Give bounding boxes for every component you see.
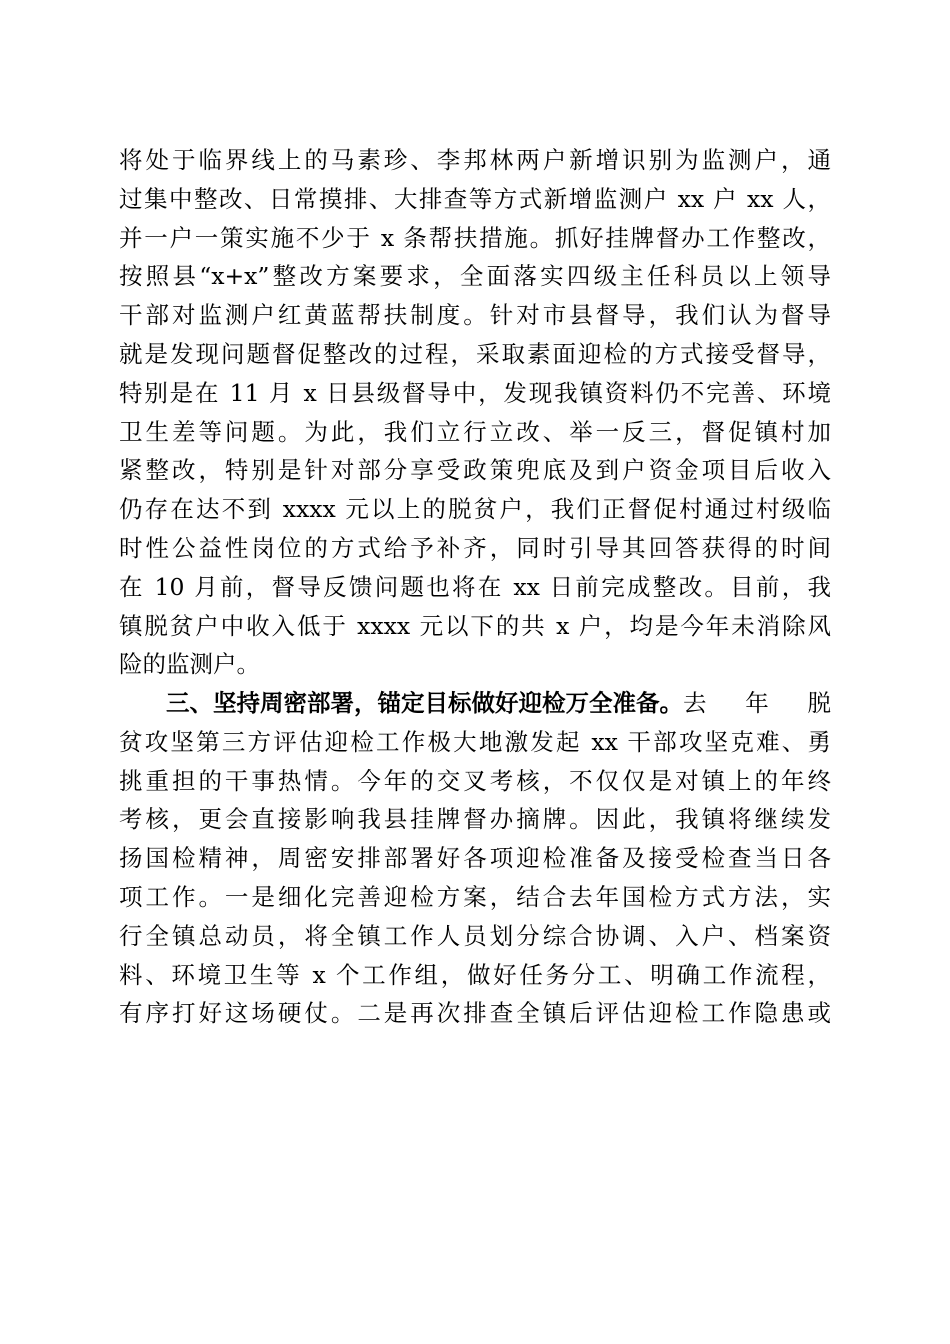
paragraph-1-line: 紧整改，特别是针对部分享受政策兜底及到户资金项目后收入 (119, 456, 831, 485)
paragraph-1-line: 时性公益性岗位的方式给予补齐，同时引导其回答获得的时间 (119, 533, 831, 562)
paragraph-1-line: 险的监测户。 (119, 650, 260, 679)
section-heading: 三、坚持周密部署，锚定目标做好迎检万全准备。 (166, 689, 683, 717)
paragraph-2-line: 贫攻坚第三方评估迎检工作极大地激发起 xx 干部攻坚克难、勇 (119, 727, 831, 756)
paragraph-2-first-line (119, 684, 831, 723)
paragraph-1-line: 干部对监测户红黄蓝帮扶制度。针对市县督导，我们认为督导 (119, 301, 831, 330)
paragraph-1-line: 按照县“x+x”整改方案要求，全面落实四级主任科员以上领导 (119, 262, 831, 291)
paragraph-2-line: 料、环境卫生等 x 个工作组，做好任务分工、明确工作流程， (119, 960, 831, 989)
paragraph-2-line: 项工作。一是细化完善迎检方案，结合去年国检方式方法，实 (119, 882, 831, 911)
paragraph-2-line: 有序打好这场硬仗。二是再次排查全镇后评估迎检工作隐患或 (119, 999, 831, 1028)
paragraph-2-line: 挑重担的干事热情。今年的交叉考核，不仅仅是对镇上的年终 (119, 766, 831, 795)
paragraph-2-line: 去年脱 (683, 689, 831, 717)
paragraph-1-line: 卫生差等问题。为此，我们立行立改、举一反三，督促镇村加 (119, 417, 831, 446)
paragraph-1-line: 在 10 月前，督导反馈问题也将在 xx 日前完成整改。目前，我 (119, 572, 831, 601)
paragraph-1-line: 并一户一策实施不少于 x 条帮扶措施。抓好挂牌督办工作整改， (119, 223, 831, 252)
paragraph-1-line: 就是发现问题督促整改的过程，采取素面迎检的方式接受督导， (119, 339, 831, 368)
paragraph-1 (119, 141, 831, 684)
paragraph-2-line: 扬国检精神，周密安排部署好各项迎检准备及接受检查当日各 (119, 844, 831, 873)
paragraph-2 (119, 684, 831, 1033)
paragraph-1-line: 特别是在 11 月 x 日县级督导中，发现我镇资料仍不完善、环境 (119, 378, 831, 407)
paragraph-1-line: 仍存在达不到 xxxx 元以上的脱贫户，我们正督促村通过村级临 (119, 495, 831, 524)
paragraph-1-line: 过集中整改、日常摸排、大排查等方式新增监测户 xx 户 xx 人， (119, 184, 831, 213)
paragraph-1-line: 镇脱贫户中收入低于 xxxx 元以下的共 x 户，均是今年未消除风 (119, 611, 831, 640)
paragraph-2-line: 考核，更会直接影响我县挂牌督办摘牌。因此，我镇将继续发 (119, 805, 831, 834)
paragraph-2-line: 行全镇总动员，将全镇工作人员划分综合协调、入户、档案资 (119, 921, 831, 950)
paragraph-1-line: 将处于临界线上的马素珍、李邦林两户新增识别为监测户，通 (119, 146, 831, 174)
